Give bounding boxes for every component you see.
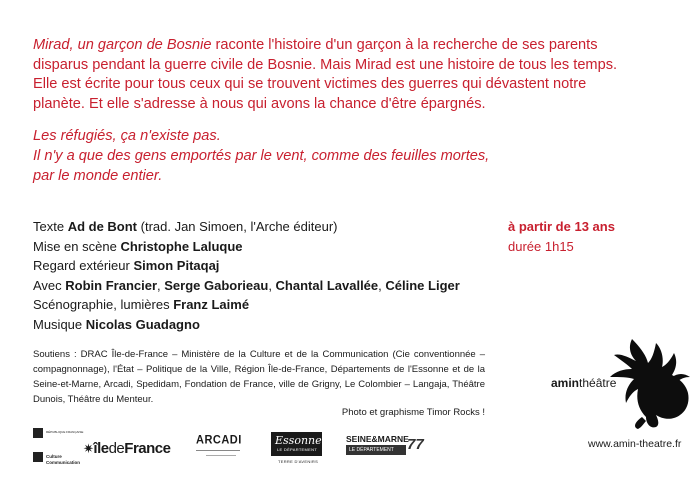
brand-theatre: théâtre (579, 376, 617, 390)
intro-line-1 (33, 36, 673, 56)
seine-et-marne-logo (346, 434, 424, 458)
quote-line-3: par le monde entier. (33, 168, 163, 184)
seine-ampersand: & (371, 434, 378, 444)
audience-info (508, 217, 615, 256)
seine-word: SEINE (346, 434, 372, 444)
duration: durée 1h15 (508, 238, 574, 254)
cast-member: Chantal Lavallée (275, 277, 379, 293)
quote-line-1: Les réfugiés, ça n'existe pas. (33, 128, 221, 144)
credit-label: Mise en scène (33, 238, 121, 254)
credit-name: Simon Pitaqaj (133, 258, 220, 274)
marne-word: MARNE (377, 434, 409, 444)
quote (33, 126, 489, 186)
essonne-subtitle: LE DÉPARTEMENT (277, 447, 318, 452)
credit-name: Franz Laimé (173, 297, 250, 313)
credit-label: Musique (33, 316, 86, 332)
winged-creature-icon (602, 333, 692, 431)
credit-outside-eye (33, 256, 460, 276)
credit-direction (33, 237, 460, 257)
credit-name: Nicolas Guadagno (85, 316, 200, 332)
credit-name: Christophe Laluque (120, 238, 243, 254)
arcadi-text: ARCADI (196, 433, 242, 447)
iledefrance-word-ile: île (93, 440, 109, 457)
cast-member: Céline Liger (385, 277, 460, 293)
creature-foot (635, 417, 646, 429)
credit-name: Ad de Bont (67, 219, 138, 234)
credit-label: Scénographie, lumières (33, 297, 174, 313)
ministry-top-block (33, 428, 43, 438)
seine-et-marne-number: 77 (407, 436, 424, 453)
credit-cast (33, 276, 460, 296)
credit-music (33, 315, 460, 335)
seine-et-marne-text (346, 434, 409, 444)
arcadi-rule (206, 455, 236, 456)
seine-et-marne-subtitle: LE DÉPARTEMENT (349, 447, 394, 453)
ministry-republic-text: RÉPUBLIQUE FRANÇAISE (46, 430, 84, 434)
supports-text: Soutiens : DRAC Île-de-France – Ministère de la Culture et de la Communication (Cie conventionnée – compagnonnage), l'État – Politique de la Ville, Région Île-de-France, Départements de l'Essonne et de la Seine-et-Marne, Arcadi, Spedidam, Fondation de France, ville de Grigny, Le Colombier – Langaja, Théâtre Dunois, Théâtre du Menteur. (33, 349, 485, 405)
ministry-culture-text: Culture (46, 454, 62, 459)
intro-title: Mirad, un garçon de Bosnie (33, 37, 212, 53)
quote-line-2: Il n'y a que des gens emportés par le vent, comme des feuilles mortes, (33, 148, 490, 164)
intro-paragraph (33, 36, 673, 114)
cast-member: Serge Gaborieau (164, 277, 269, 293)
photo-credit: Photo et graphisme Timor Rocks ! (341, 407, 485, 418)
ministry-culture-logo (33, 428, 84, 468)
ministry-bottom-block (33, 452, 43, 462)
brand-amin: amin (551, 376, 580, 390)
credit-label: Avec (33, 277, 66, 293)
iledefrance-word-france: France (124, 440, 171, 457)
essonne-logo (271, 432, 322, 466)
cast-separator: , (157, 277, 165, 293)
age-recommendation: à partir de 13 ans (508, 219, 615, 234)
credit-text (33, 217, 460, 237)
creature-silhouette (610, 339, 689, 427)
credits (33, 217, 460, 335)
cast-separator: , (268, 277, 276, 293)
ministry-communication-text: Communication (46, 460, 81, 465)
essonne-tagline: TERRE D'AVENIRS (278, 459, 319, 464)
credit-label: Regard extérieur (33, 258, 134, 274)
credit-scenography (33, 295, 460, 315)
intro-line-3: Elle est écrite pour tous ceux qui se trouvent victimes des guerres qui dévastent notre (33, 76, 587, 92)
iledefrance-word-de: de (108, 440, 125, 457)
website-url: www.amin-theatre.fr (588, 438, 682, 450)
cast-member: Robin Francier (65, 277, 158, 293)
partner-logos (33, 428, 433, 468)
arcadi-rule (196, 450, 240, 451)
credit-note: (trad. Jan Simoen, l'Arche éditeur) (137, 219, 338, 234)
intro-line-2: disparus pendant la guerre civile de Bosnie. Mais Mirad est une histoire de tous les temps. (33, 56, 618, 73)
arcadi-logo (196, 434, 248, 464)
essonne-text: Essonne (275, 434, 322, 447)
credit-label: Texte (33, 219, 68, 234)
intro-line-4: planète. Et elle s'adresse à nous qui avons la chance d'être épargnés. (33, 95, 486, 112)
iledefrance-star-icon: ✷ (83, 441, 94, 456)
cast-separator: , (378, 277, 386, 293)
iledefrance-logo (83, 440, 170, 457)
intro-line-1-rest: raconte l'histoire d'un garçon à la recherche de ses parents (211, 37, 598, 53)
